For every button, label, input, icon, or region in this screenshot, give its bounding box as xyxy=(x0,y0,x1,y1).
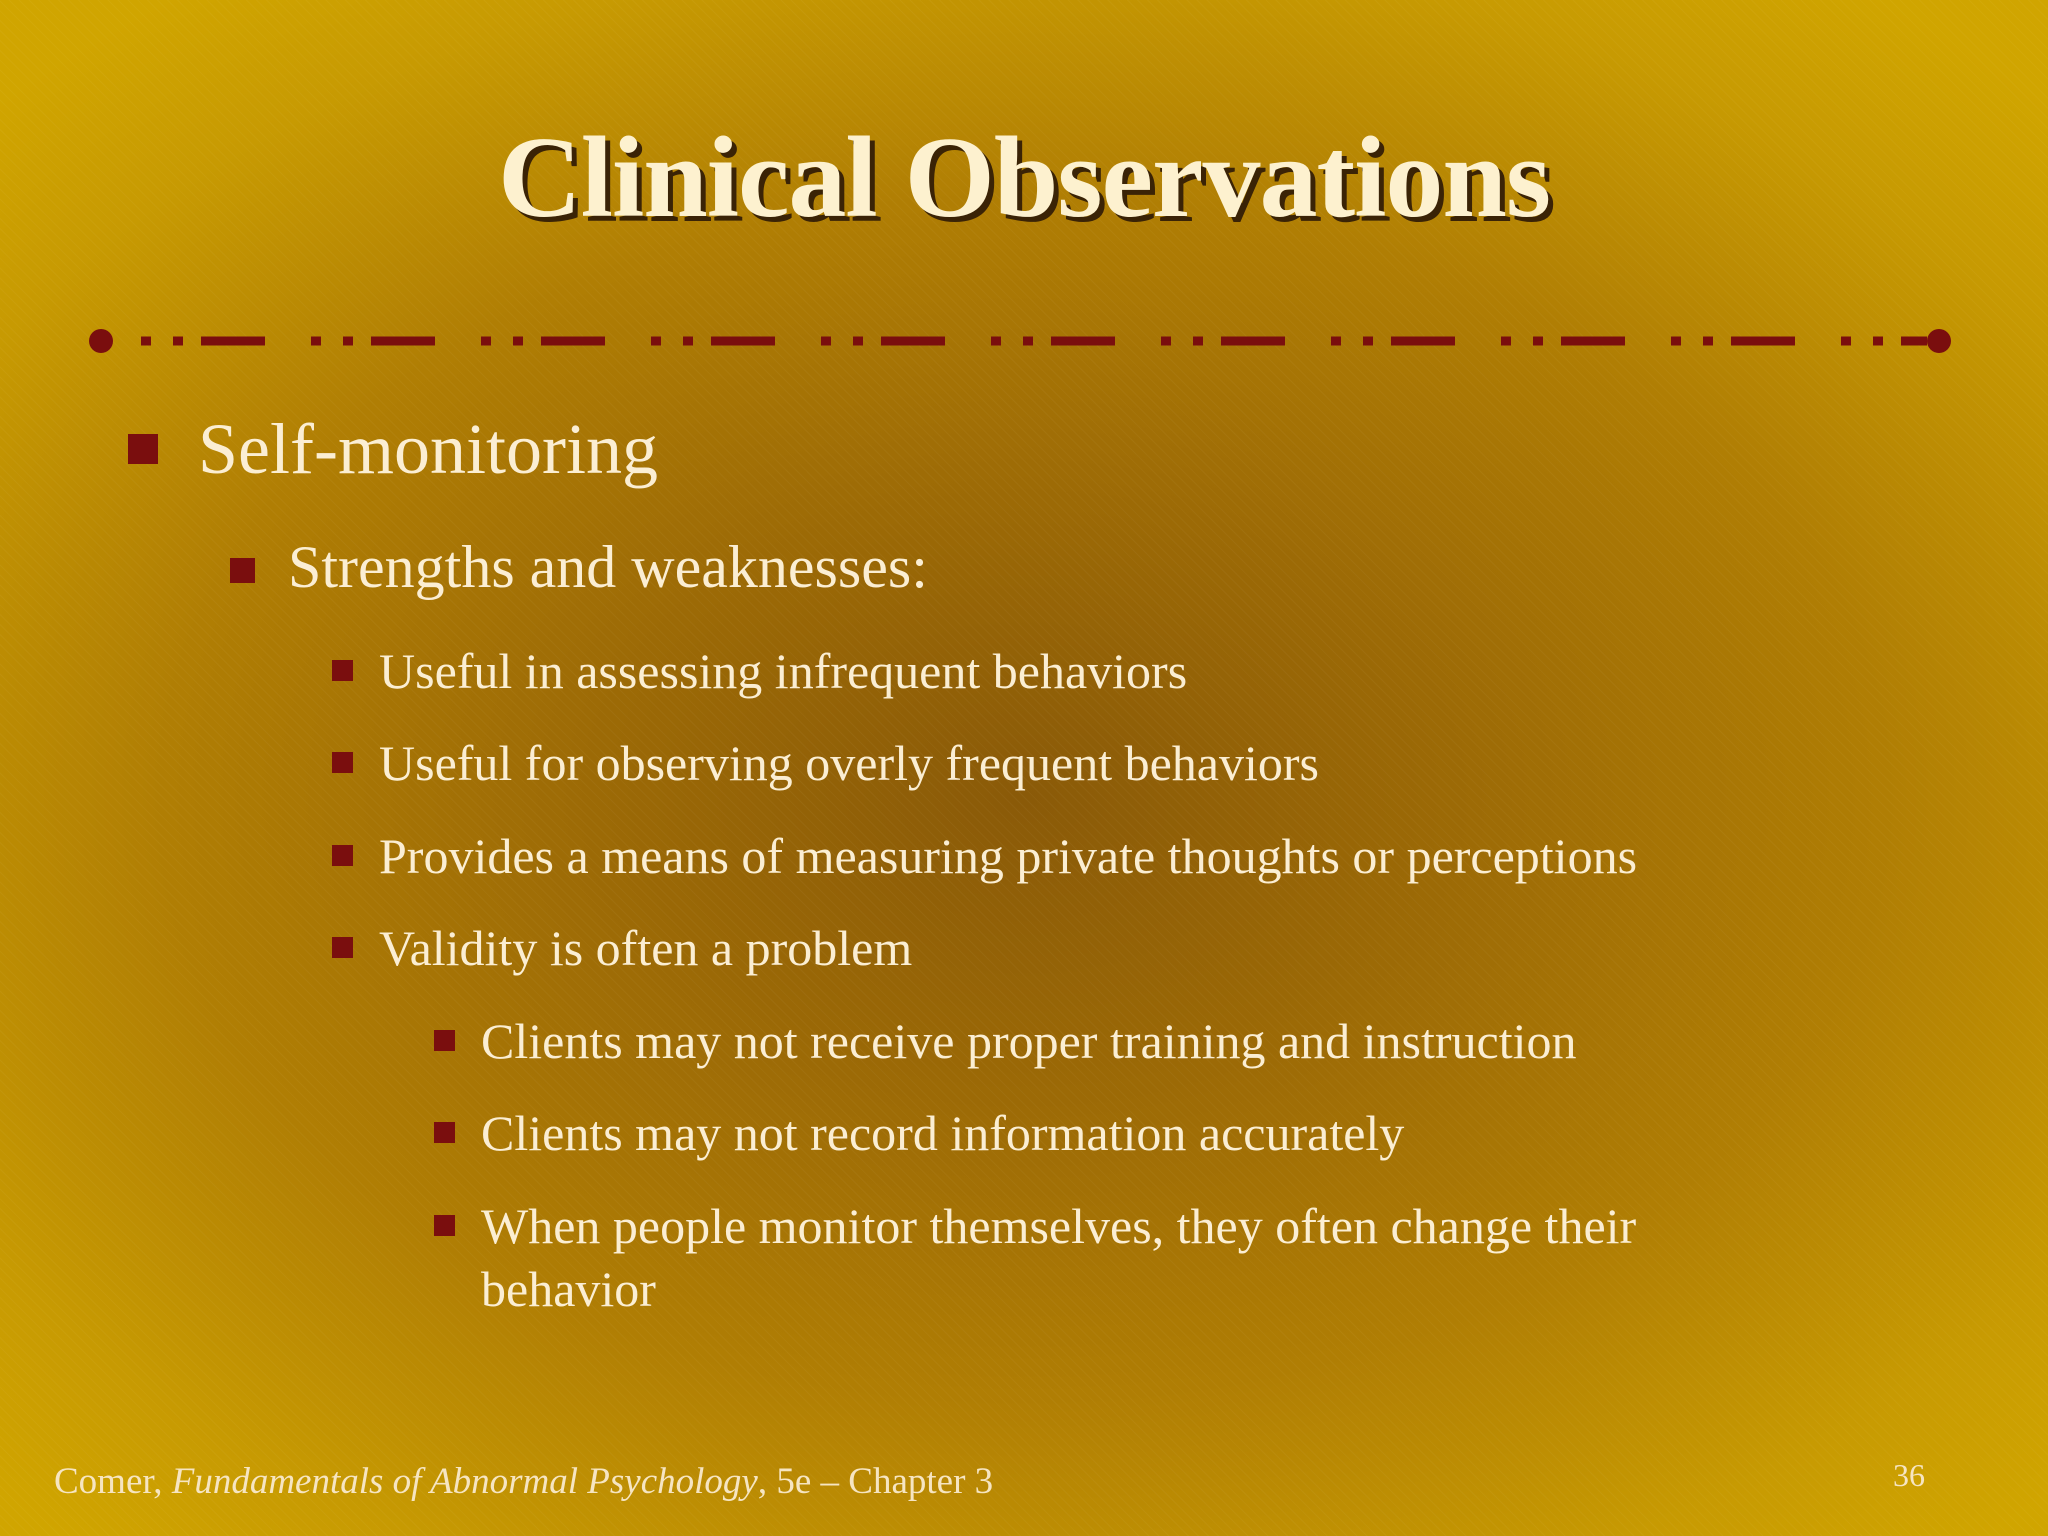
bullet-marker xyxy=(128,434,158,464)
bullet-level1-self-monitoring: Self-monitoring xyxy=(198,409,658,489)
bullet-level3-item: Validity is often a problem xyxy=(379,920,913,976)
bullet-level4-item: Clients may not record information accurately xyxy=(481,1105,1405,1161)
bullet-level3-item: Useful for observing overly frequent behaviors xyxy=(379,735,1319,791)
bullet-level3-item: Provides a means of measuring private thoughts or perceptions xyxy=(379,828,1638,884)
bullet-marker xyxy=(332,937,353,958)
bullet-marker xyxy=(434,1215,455,1236)
bullet-level4-item: Clients may not receive proper training and instruction xyxy=(481,1013,1577,1069)
bullet-marker xyxy=(332,752,353,773)
footer-book-title: Fundamentals of Abnormal Psychology xyxy=(171,1461,758,1502)
footer-author: Comer, xyxy=(54,1461,172,1502)
bullet-marker xyxy=(332,660,353,681)
bullet-level4-item: When people monitor themselves, they often change their xyxy=(481,1198,1637,1254)
bullet-marker xyxy=(230,558,255,583)
footer-citation xyxy=(54,1458,993,1506)
bullet-marker xyxy=(434,1030,455,1051)
page-number: 36 xyxy=(1893,1457,1925,1493)
bullet-marker xyxy=(434,1122,455,1143)
bullet-level3-item: Useful in assessing infrequent behaviors xyxy=(379,643,1188,699)
bullet-level4-item-continuation: behavior xyxy=(481,1261,656,1317)
bullet-level2-strengths: Strengths and weaknesses: xyxy=(288,534,928,600)
footer-edition-chapter: , 5e – Chapter 3 xyxy=(757,1461,994,1502)
slide-title: Clinical Observations xyxy=(497,114,1551,242)
bullet-marker xyxy=(332,845,353,866)
